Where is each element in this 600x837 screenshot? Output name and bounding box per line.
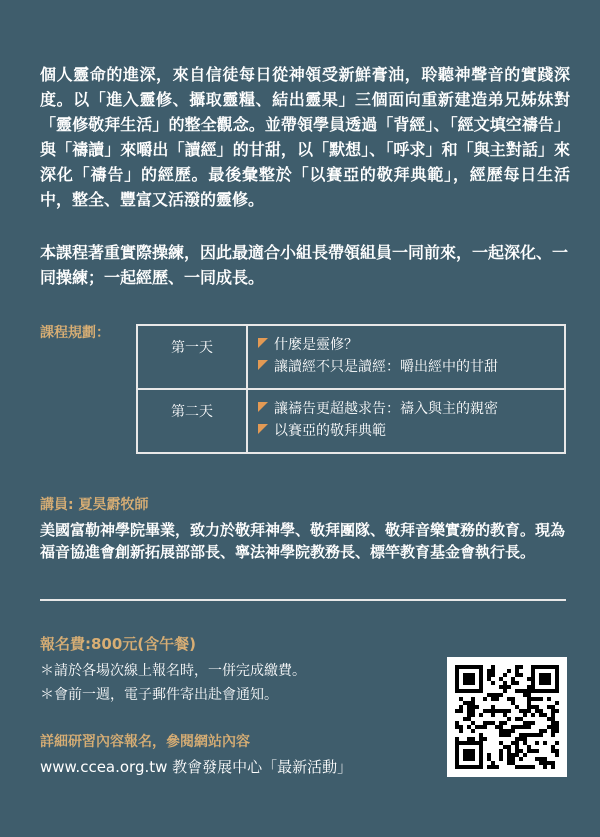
course-plan-label: 課程規劃： <box>40 325 110 341</box>
website-link[interactable]: www.ccea.org.tw 教會發展中心「最新活動」 <box>40 758 353 776</box>
schedule-row-day2 <box>137 389 565 453</box>
intro-paragraph: 個人靈命的進深，來自信徒每日從神領受新鮮膏油，聆聽神聲音的實踐深度。以「進入靈修、攝取靈糧、結出靈果」三個面向重新建造弟兄姊妹對「靈修敬拜生活」的整全觀念。並帶領學員透過「背經」、「經文填空禱告」與「禱讀」來嚼出「讀經」的甘甜，以「默想」、「呼求」和「與主對話」來深化「禱告」的經歷。最後彙整於「以賽亞的敬拜典範」，經歷每日生活中，整全、豐富又活潑的靈修。 <box>40 65 570 209</box>
day-cell: 第二天 <box>137 389 247 453</box>
schedule-row-day1 <box>137 325 565 389</box>
qr-code-graphic <box>447 657 567 777</box>
topic-item <box>258 420 564 442</box>
topic-text: 讓讀經不只是讀經：嚼出經中的甘甜 <box>274 359 498 375</box>
triangle-bullet-icon <box>258 338 268 348</box>
topic-text: 讓禱告更超越求告：禱入與主的親密 <box>274 401 498 417</box>
topic-item <box>258 398 564 420</box>
triangle-bullet-icon <box>258 402 268 412</box>
topic-text: 什麼是靈修？ <box>274 337 358 353</box>
course-schedule-table <box>136 324 566 454</box>
speaker-bio: 美國富勒神學院畢業，致力於敬拜神學、敬拜團隊、敬拜音樂實務的教育。現為福音協進會創新拓展部部長、寧法神學院教務長、標竿教育基金會執行長。 <box>40 521 566 561</box>
topic-text: 以賽亞的敬拜典範 <box>274 423 386 439</box>
more-info-label: 詳細研習內容報名，參閱網站內容 <box>40 734 250 750</box>
triangle-bullet-icon <box>258 360 268 370</box>
registration-fee: 報名費:800元(含午餐) <box>40 635 197 653</box>
topic-item <box>258 334 564 356</box>
practice-paragraph: 本課程著重實際操練，因此最適合小組長帶領組員一同前來，一起深化、一同操練；一起經歷、一同成長。 <box>40 243 569 287</box>
notification-note: ＊會前一週，電子郵件寄出赴會通知。 <box>40 687 278 703</box>
topic-item <box>258 356 564 378</box>
triangle-bullet-icon <box>258 424 268 434</box>
speaker-label: 講員: 夏昊霨牧師 <box>40 497 149 513</box>
section-divider <box>40 599 566 601</box>
payment-note: ＊請於各場次線上報名時，一併完成繳費。 <box>40 663 306 679</box>
day-cell: 第一天 <box>137 325 247 389</box>
qr-code-icon[interactable] <box>447 657 567 777</box>
topics-cell <box>247 325 565 389</box>
topics-cell <box>247 389 565 453</box>
